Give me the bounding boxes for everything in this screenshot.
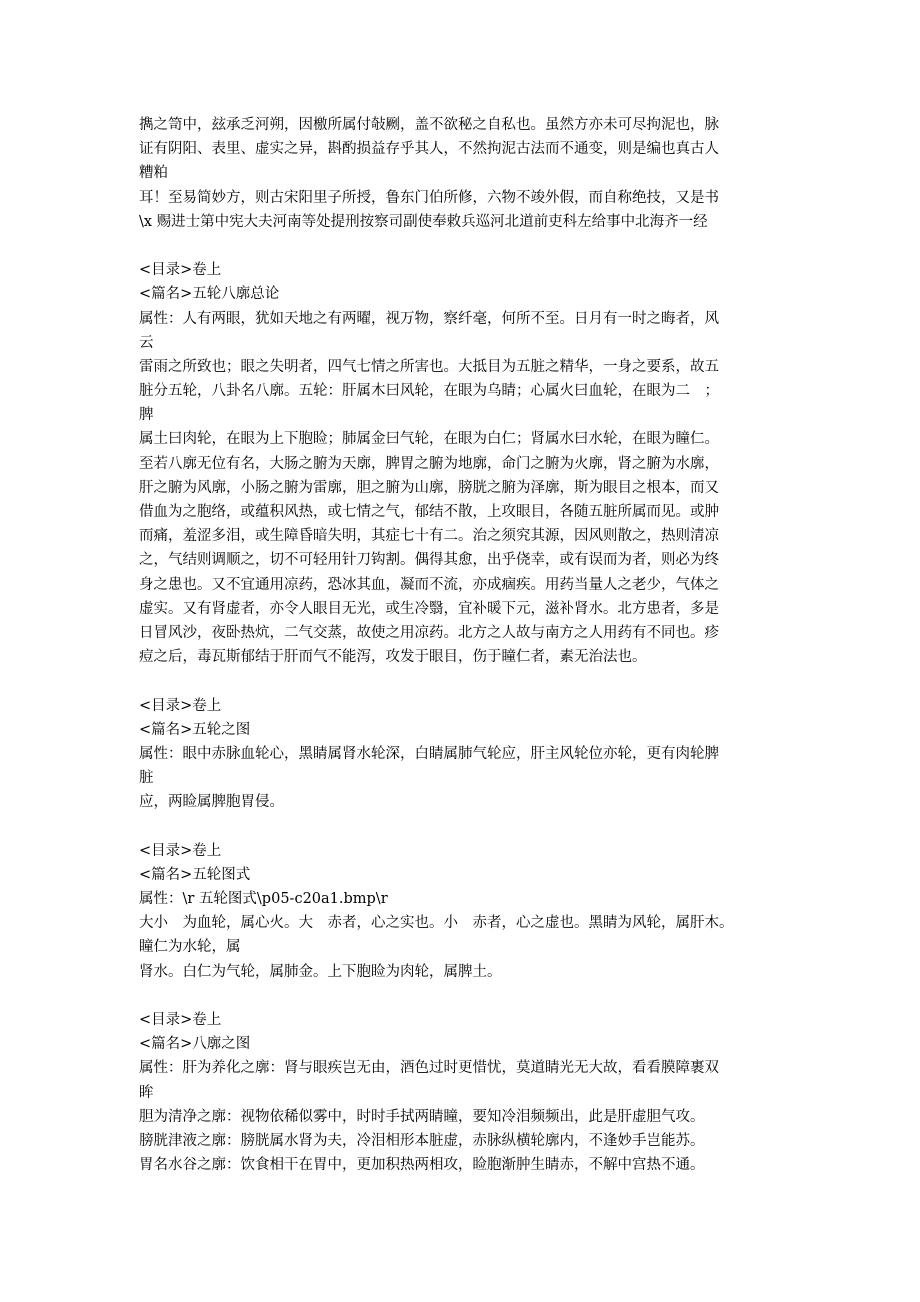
text-line: 属性：人有两眼，犹如天地之有两曜，视万物，察纤毫，何所不至。日月有一时之晦者，风 (139, 310, 719, 327)
directory-label: <目录>卷上 (139, 1011, 222, 1028)
section-bakuo-zhi-tu (139, 1008, 789, 1177)
text-line: 之，气结则调顺之，切不可轻用针刀钩割。偶得其愈，出乎侥幸，或有误而为者，则必为终 (139, 552, 719, 569)
text-line: 日冒风沙，夜卧热炕，二气交蒸，故使之用凉药。北方之人故与南方之人用药有不同也。疹 (139, 624, 719, 641)
directory-label: <目录>卷上 (139, 842, 222, 859)
text-line: 属性：肝为养化之廓：肾与眼疾岂无由，酒色过时更惜忧，莫道睛光无大故，看看膜障裹双 (139, 1060, 719, 1077)
text-line: 瞳仁为水轮，属 (139, 939, 241, 956)
text-line: 雷雨之所致也；眼之失明者，四气七情之所害也。大抵目为五脏之精华，一身之要系，故五 (139, 358, 719, 375)
text-line: 应，两睑属脾胞胃侵。 (139, 794, 284, 811)
text-line: 擕之笥中，玆承乏河朔，因檄所属付敧劂，盖不欲秘之自私也。虽然方亦未可尽拘泥也，脉 (139, 117, 719, 133)
text-line: 脏 (139, 770, 154, 787)
chapter-title: <篇名>五轮八廓总论 (139, 286, 280, 303)
text-line: 借血为之胞络，或蕴积风热，或七情之气，郁结不散，上攻眼目，各随五脏所属而见。或肿 (139, 504, 719, 520)
section-wulun-balun-zonglun (139, 258, 789, 669)
section-wulun-zhi-tu (139, 694, 789, 815)
text-line: 至若八廓无位有名，大肠之腑为天廓，脾胃之腑为地廓，命门之腑为火廓，肾之腑为水廓， (139, 455, 719, 472)
section-wulun-tushi (139, 839, 789, 984)
text-line: 脾 (139, 407, 154, 424)
text-line: 虚实。又有肾虚者，亦令人眼目无光，或生冷翳，宜补暖下元，滋补肾水。北方患者，多是 (139, 600, 719, 617)
text-line: 肝之腑为风廓，小肠之腑为雷廓，胆之腑为山廓，膀胱之腑为泽廓，斯为眼目之根本，而又 (139, 479, 719, 496)
text-line: 糟粕 (139, 165, 168, 182)
blank-line (139, 984, 789, 1008)
chapter-title: <篇名>八廓之图 (139, 1036, 251, 1053)
intro-block (139, 113, 789, 234)
text-line: 属性：\r 五轮图式\p05-c20a1.bmp\r (139, 891, 388, 907)
blank-line (139, 234, 789, 258)
text-line: 肾水。白仁为气轮，属肺金。上下胞睑为肉轮，属脾土。 (139, 963, 502, 980)
directory-label: <目录>卷上 (139, 697, 222, 714)
text-line: 胃名水谷之廓：饮食相干在胃中，更加积热两相攻，睑胞渐肿生睛赤，不解中宫热不通。 (139, 1157, 705, 1174)
document-page (139, 113, 789, 1177)
text-line: 膀胱津液之廓：膀胱属水肾为夫，冷泪相形本脏虚，赤脉纵横轮廓内，不逢妙手岂能苏。 (139, 1132, 705, 1149)
chapter-title: <篇名>五轮图式 (139, 866, 251, 883)
text-line: 痘之后，毒瓦斯郁结于肝而气不能泻，攻发于眼目，伤于瞳仁者，素无治法也。 (139, 649, 647, 666)
text-line: 证有阴阳、表里、虚实之异，斟酌损益存乎其人，不然拘泥古法而不通变，则是编也真古人 (139, 141, 719, 158)
text-line: 身之患也。又不宜通用凉药，恐冰其血，凝而不流，亦成痼疾。用药当量人之老少，气体之 (139, 576, 719, 593)
text-line: 属性：眼中赤脉血轮心，黑睛属肾水轮深，白睛属肺气轮应，肝主风轮位亦轮，更有肉轮脾 (139, 745, 719, 762)
text-line: 云 (139, 334, 154, 351)
text-line: 大小 为血轮，属心火。大 赤者，心之实也。小 赤者，心之虚也。黑睛为风轮，属肝木。 (139, 915, 734, 932)
text-line: 胆为清净之廓：视物依稀似雾中，时时手拭两睛瞳，要知冷泪频频出，此是肝虚胆气攻。 (139, 1108, 705, 1125)
text-line: 眸 (139, 1084, 154, 1101)
blank-line (139, 814, 789, 838)
text-line: 属土曰肉轮，在眼为上下胞睑；肺属金曰气轮，在眼为白仁；肾属水曰水轮，在眼为瞳仁。 (139, 431, 719, 448)
text-line: 脏分五轮，八卦名八廓。五轮：肝属木曰风轮，在眼为乌睛；心属火曰血轮，在眼为二 ； (139, 383, 719, 400)
blank-line (139, 669, 789, 693)
text-line: 耳！至易简妙方，则古宋阳里子所授，鲁东门伯所修，六物不竣外假，而自称绝技，又是书 (139, 189, 719, 206)
directory-label: <目录>卷上 (139, 262, 222, 279)
text-line: \x 赐进士第中宪大夫河南等处提刑按察司副使奉敕兵巡河北道前吏科左给事中北海齐一经 (139, 213, 708, 230)
chapter-title: <篇名>五轮之图 (139, 721, 251, 738)
text-line: 而痛，羞涩多泪，或生障昏暗失明，其症七十有二。治之须究其源，因风则散之，热则清凉 (139, 528, 719, 545)
